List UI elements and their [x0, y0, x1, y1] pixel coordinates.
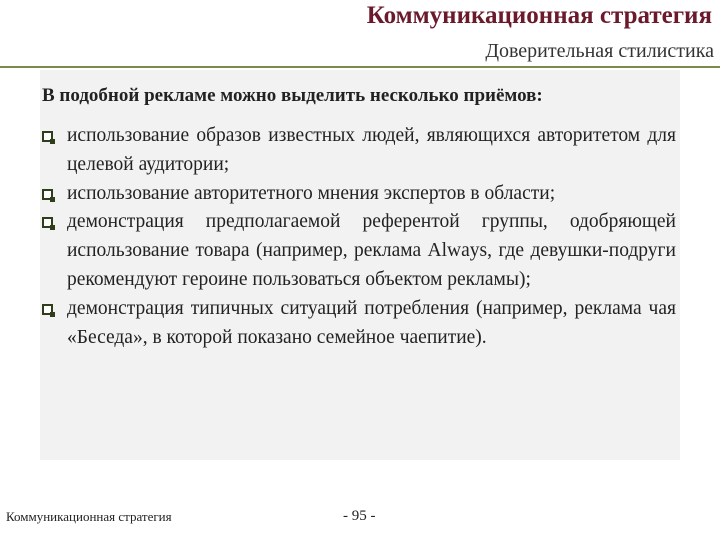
checkbox-square-icon — [42, 304, 53, 315]
list-item — [42, 122, 676, 180]
page-title: Коммуникационная стратегия — [366, 2, 712, 29]
checkbox-square-icon — [42, 189, 53, 200]
list-item — [42, 180, 676, 209]
footer-label: Коммуникационная стратегия — [6, 509, 172, 524]
list-item-text: использование образов известных людей, являющихся авторитетом для целевой аудитории; — [67, 125, 676, 175]
list-item-text: использование авторитетного мнения экспертов в области; — [67, 182, 556, 204]
checkbox-square-icon — [42, 217, 53, 228]
page-subtitle: Доверительная стилистика — [485, 40, 714, 62]
header-divider — [0, 66, 720, 68]
intro-text: В подобной рекламе можно выделить несколько приёмов: — [42, 85, 543, 106]
technique-list — [42, 122, 676, 352]
list-item-text: демонстрация предполагаемой референтой группы, одобряющей использование товара (например, реклама Always, где девушки-подруги рекомендуют героине пользоваться объектом рекламы); — [67, 211, 676, 290]
list-item — [42, 295, 676, 353]
checkbox-square-icon — [42, 131, 53, 142]
list-item — [42, 208, 676, 294]
page-number: - 95 - — [343, 508, 376, 524]
list-item-text: демонстрация типичных ситуаций потребления (например, реклама чая «Беседа», в которой показано семейное чаепитие). — [67, 297, 676, 348]
